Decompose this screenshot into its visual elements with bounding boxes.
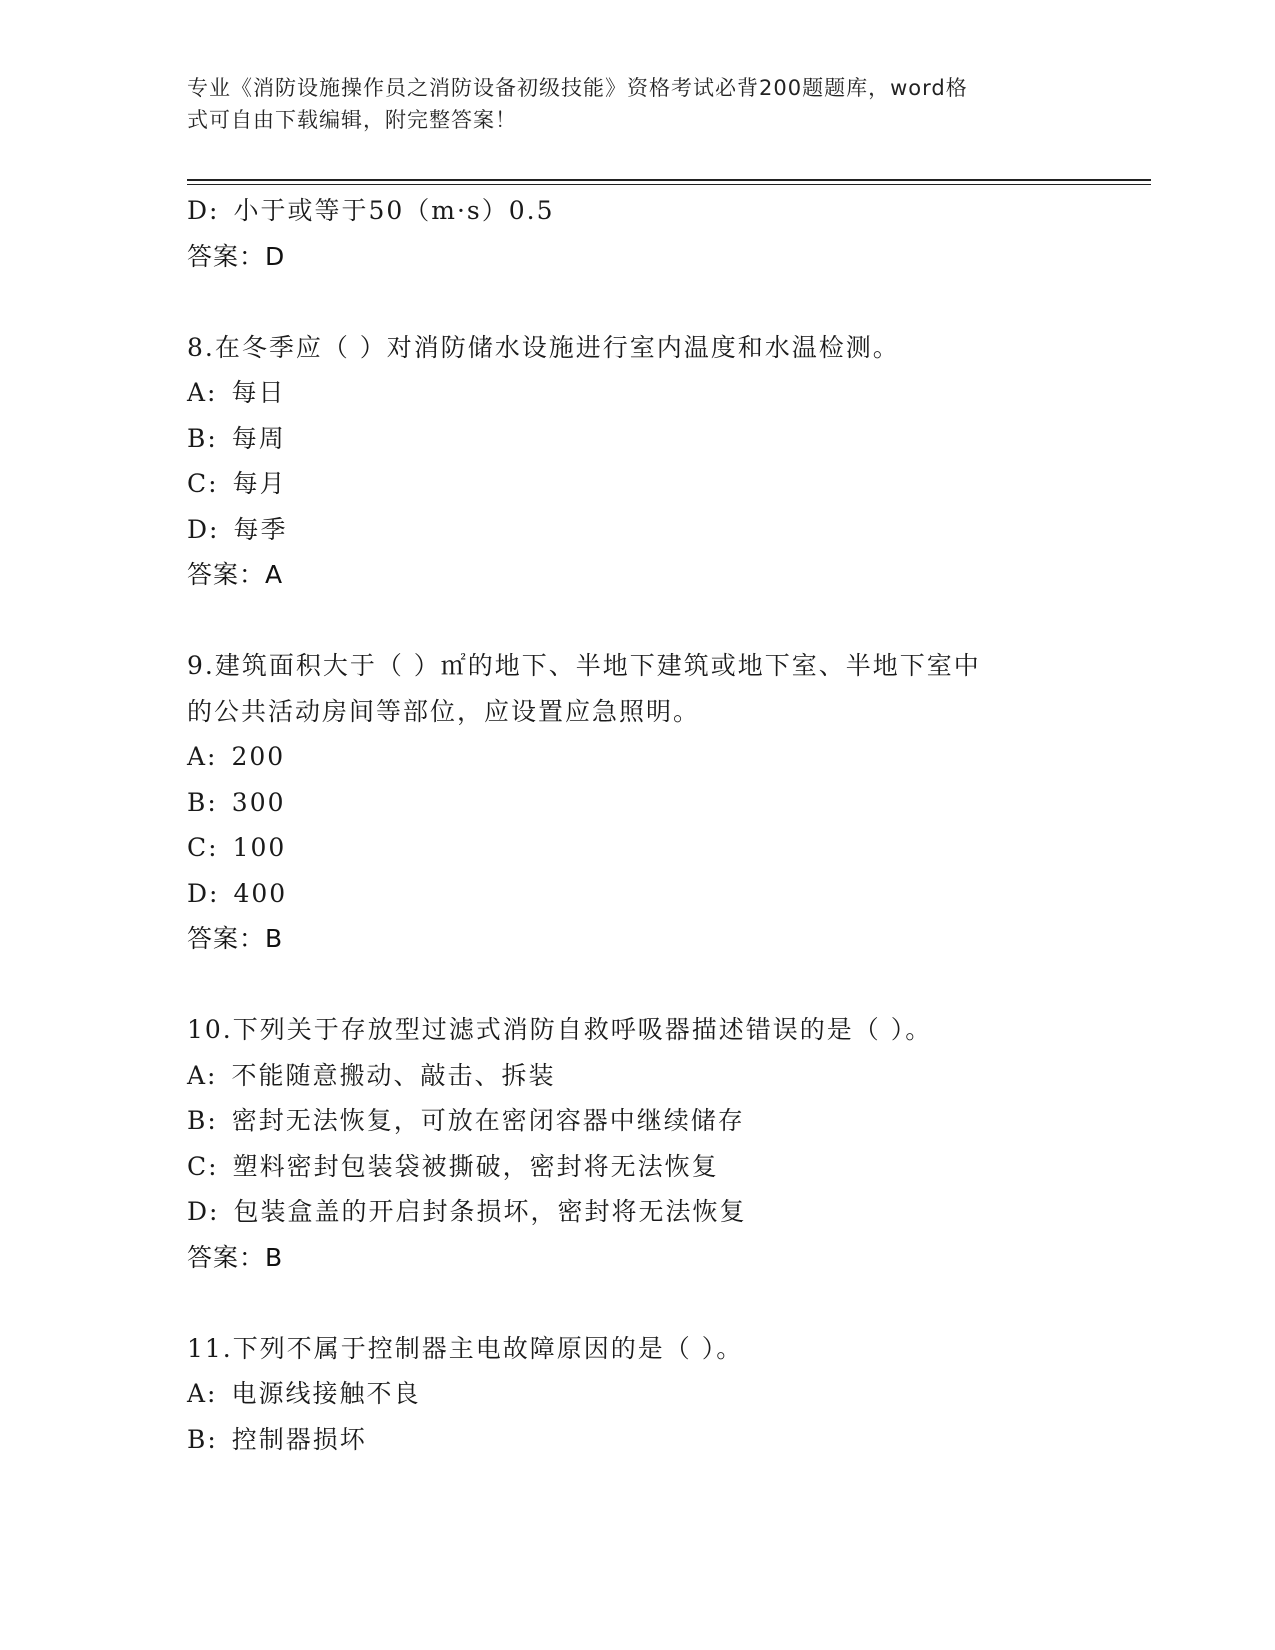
option-key: B: [187,1424,218,1454]
option-b [187,416,1087,462]
option-key: D: [187,196,220,225]
option-text: 400 [233,878,288,908]
answer: 答案：A [187,560,284,589]
header-line-2: 式可自由下载编辑，附完整答案！ [187,108,517,132]
option-key: C: [187,1151,219,1181]
option-d [187,507,1087,553]
question-8 [187,325,1087,598]
option-b [187,1098,1087,1144]
document-header [187,72,1067,136]
option-key: D: [187,1197,220,1226]
option-b [187,1417,1087,1463]
option-text: 每月 [232,469,287,498]
option-text: 包装盒盖的开启封条损坏，密封将无法恢复 [233,1197,747,1226]
header-line-1: 专业《消防设施操作员之消防设备初级技能》资格考试必背200题题库，word格 [187,76,968,100]
option-a [187,1371,1087,1417]
option-text: 每日 [231,378,286,407]
option-key: B: [187,1106,218,1135]
option-key: C: [187,469,219,498]
option-text: 200 [231,742,286,771]
spacer [187,279,1087,325]
header-divider-thin [187,184,1151,185]
option-c [187,825,1087,871]
header-divider-thick [187,179,1151,181]
question-stem: 10.下列关于存放型过滤式消防自救呼吸器描述错误的是（ ）。 [187,1015,933,1044]
question-list [187,188,1087,1462]
option-key: A: [187,1060,218,1090]
question-stem: 9.建筑面积大于（ ）㎡的地下、半地下建筑或地下室、半地下室中 [187,651,981,680]
option-d [187,871,1087,917]
prev-answer: 答案：D [187,241,286,271]
option-key: D: [187,878,220,908]
spacer [187,1280,1087,1326]
answer: 答案：B [187,924,284,953]
option-text: 100 [232,833,287,862]
option-text: 每周 [231,423,286,453]
question-11 [187,1326,1087,1463]
option-c [187,1144,1087,1190]
answer: 答案：B [187,1242,284,1272]
option-key: C: [187,833,219,862]
question-stem: 11.下列不属于控制器主电故障原因的是（ ）。 [187,1333,744,1363]
option-text: 密封无法恢复，可放在密闭容器中继续储存 [231,1106,745,1135]
question-stem: 8.在冬季应（ ）对消防储水设施进行室内温度和水温检测。 [187,332,900,362]
spacer [187,598,1087,644]
spacer [187,962,1087,1008]
option-text: 300 [231,787,286,817]
option-key: A: [187,1379,218,1408]
question-9 [187,643,1087,962]
option-a [187,734,1087,780]
option-a [187,1053,1087,1099]
option-key: B: [187,787,218,817]
option-b [187,780,1087,826]
option-text: 每季 [233,514,288,544]
option-c [187,461,1087,507]
option-d [187,1189,1087,1235]
question-stem-continued: 的公共活动房间等部位，应设置应急照明。 [187,696,701,726]
option-key: A: [187,742,218,771]
option-key: A: [187,378,218,407]
option-key: B: [187,423,218,453]
option-a [187,370,1087,416]
option-text: 控制器损坏 [231,1424,367,1454]
option-text: 小于或等于50（m·s）0.5 [233,196,555,225]
option-text: 电源线接触不良 [231,1379,421,1408]
question-10 [187,1007,1087,1280]
prev-option-d [187,188,1087,234]
option-text: 不能随意搬动、敲击、拆装 [231,1060,556,1090]
option-text: 塑料密封包装袋被撕破，密封将无法恢复 [232,1151,719,1181]
option-key: D: [187,514,220,544]
